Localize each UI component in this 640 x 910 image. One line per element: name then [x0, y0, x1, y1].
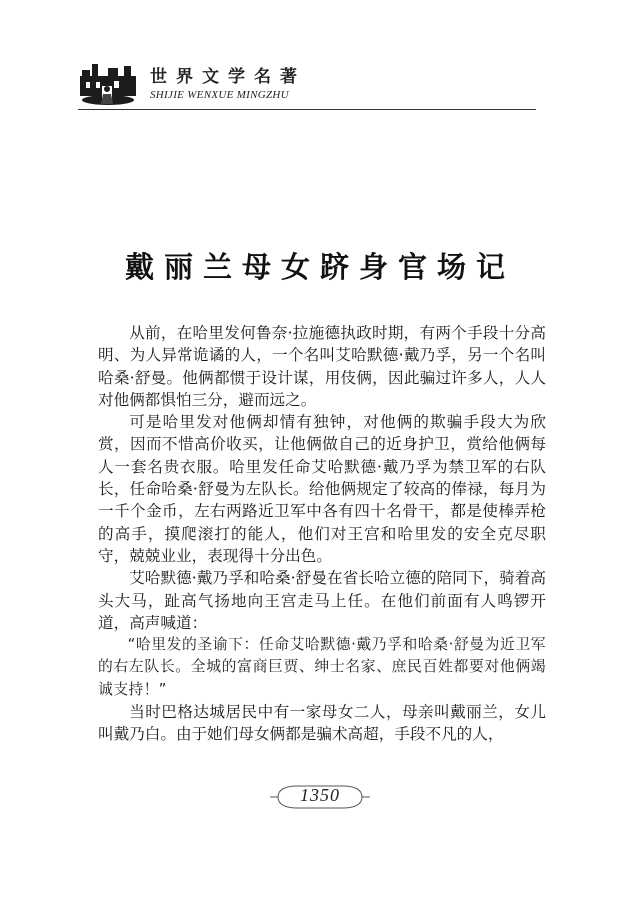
- series-title: 世界文学名著: [150, 67, 306, 87]
- quotation-paragraph: “哈里发的圣谕下：任命艾哈默德·戴乃孚和哈桑·舒曼为近卫军的右左队长。全城的富商巨贾、绅士名家、庶民百姓都要对他俩竭诚支持！”: [98, 636, 546, 698]
- paragraph: 可是哈里发对他俩却情有独钟，对他俩的欺骗手段大为欣赏，因而不惜高价收买，让他俩做自己的近身护卫，赏给他俩每人一套名贵衣服。哈里发任命艾哈默德·戴乃孚为禁卫军的右队长，任命哈桑·舒曼为左队长。给他俩规定了较高的俸禄，每月为一千个金币，左右两路近卫军中各有四十名骨干，都是使棒弄枪的高手，摸爬滚打的能人，他们对王宫和哈里发的安全克尽职守，兢兢业业，表现得十分出色。: [98, 413, 546, 565]
- paragraph: 艾哈默德·戴乃孚和哈桑·舒曼在省长哈立德的陪同下，骑着高头大马，趾高气扬地向王宫走马上任。在他们前面有人鸣锣开道，高声喊道：: [98, 569, 546, 632]
- paragraph: 当时巴格达城居民中有一家母女二人，母亲叫戴丽兰，女儿叫戴乃白。由于她们母女俩都是骗术高超，手段不凡的人，: [98, 703, 546, 744]
- series-logo-icon: [78, 56, 138, 108]
- chapter-title: 戴丽兰母女跻身官场记: [124, 250, 515, 285]
- header-divider: [78, 109, 536, 110]
- paragraph: 从前，在哈里发何鲁奈·拉施德执政时期，有两个手段十分高明、为人异常诡谲的人，一个名叫艾哈默德·戴乃孚，另一个名叫哈桑·舒曼。他俩都惯于设计谋，用伎俩，因此骗过许多人，人人对他俩都惧怕三分，避而远之。: [98, 324, 546, 409]
- page-number: 1350: [300, 785, 340, 805]
- series-pinyin: SHIJIE WENXUE MINGZHU: [150, 89, 289, 101]
- body-text: [98, 322, 546, 746]
